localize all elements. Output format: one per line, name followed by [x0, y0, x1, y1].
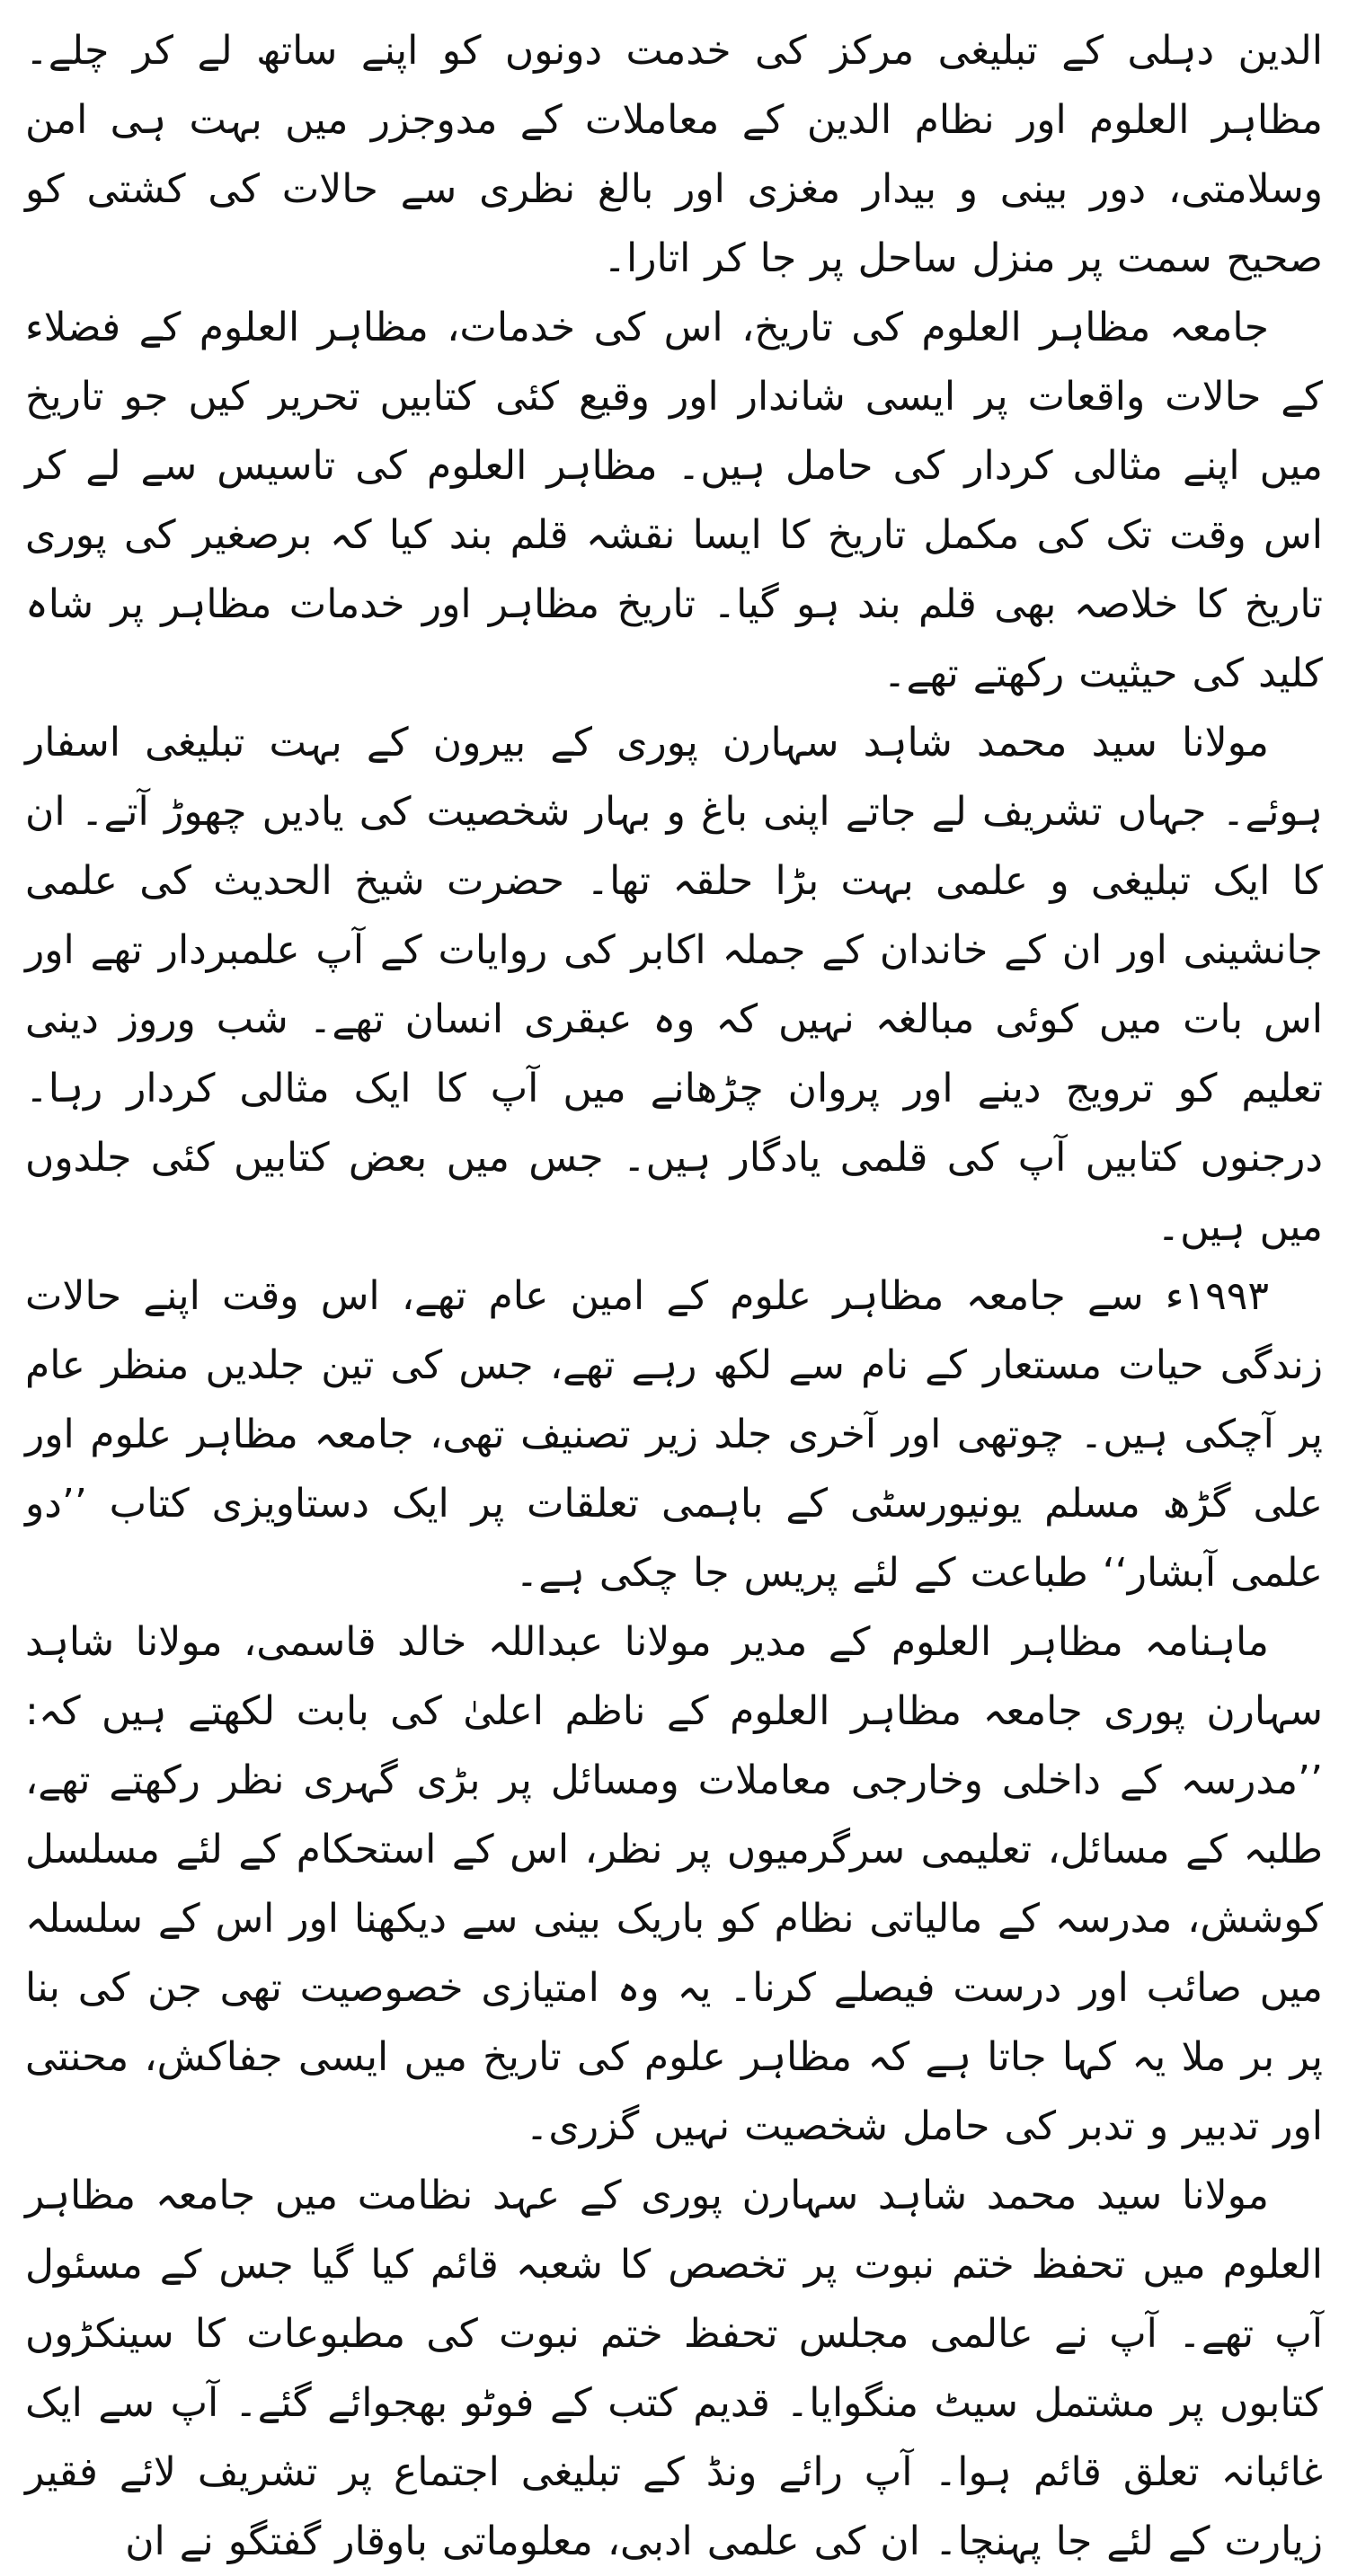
paragraph-3: مولانا سید محمد شاہد سہارن پوری کے بیرون کے بہت تبلیغی اسفار ہوئے۔ جہاں تشریف لے جاتے اپنی باغ و بہار شخصیت کی یادیں چھوڑ آتے۔ ان کا ایک تبلیغی و علمی بہت بڑا حلقہ تھا۔ حضرت شیخ الحدیث کی علمی جانشینی اور ان کے خاندان کے جملہ اکابر کی روایات کے آپ علمبردار تھے اور اس بات میں کوئی مبالغہ نہیں کہ وہ عبقری انسان تھے۔ شب وروز دینی تعلیم کو ترویج دینے اور پروان چڑھانے میں آپ کا ایک مثالی کردار رہا۔ درجنوں کتابیں آپ کی قلمی یادگار ہیں۔ جس میں بعض کتابیں کئی جلدوں میں ہیں۔ — [25, 720, 1323, 1250]
urdu-article — [25, 16, 1323, 2576]
paragraph-1: الدین دہلی کے تبلیغی مرکز کی خدمت دونوں کو اپنے ساتھ لے کر چلے۔ مظاہر العلوم اور نظام الدین کے معاملات کے مدوجزر میں بہت ہی امن وسلامتی، دور بینی و بیدار مغزی اور بالغ نظری سے حالات کی کشتی کو صحیح سمت پر منزل ساحل پر جا کر اتارا۔ — [25, 28, 1323, 281]
paragraph-6: مولانا سید محمد شاہد سہارن پوری کے عہد نظامت میں جامعہ مظاہر العلوم میں تحفظ ختم نبوت پر تخصص کا شعبہ قائم کیا گیا جس کے مسئول آپ تھے۔ آپ نے عالمی مجلس تحفظ ختم نبوت کی مطبوعات کا سینکڑوں کتابوں پر مشتمل سیٹ منگوایا۔ قدیم کتب کے فوٹو بھجوائے گئے۔ آپ سے ایک غائبانہ تعلق قائم ہوا۔ آپ رائے ونڈ کے تبلیغی اجتماع پر تشریف لائے فقیر زیارت کے لئے جا پہنچا۔ ان کی علمی ادبی، معلوماتی باوقار گفتگو نے ان — [25, 2173, 1323, 2564]
paragraph-2: جامعہ مظاہر العلوم کی تاریخ، اس کی خدمات، مظاہر العلوم کے فضلاء کے حالات واقعات پر ایسی شاندار اور وقیع کئی کتابیں تحریر کیں جو تاریخ میں اپنے مثالی کردار کی حامل ہیں۔ مظاہر العلوم کی تاسیس سے لے کر اس وقت تک کی مکمل تاریخ کا ایسا نقشہ قلم بند کیا کہ برصغیر کی پوری تاریخ کا خلاصہ بھی قلم بند ہو گیا۔ تاریخ مظاہر اور خدمات مظاہر پر شاہ کلید کی حیثیت رکھتے تھے۔ — [25, 305, 1323, 696]
paragraph-4: ۱۹۹۳ء سے جامعہ مظاہر علوم کے امین عام تھے، اس وقت اپنے حالات زندگی حیات مستعار کے نام سے لکھ رہے تھے، جس کی تین جلدیں منظر عام پر آچکی ہیں۔ چوتھی اور آخری جلد زیر تصنیف تھی، جامعہ مظاہر علوم اور علی گڑھ مسلم یونیورسٹی کے باہمی تعلقات پر ایک دستاویزی کتاب ’’دو علمی آبشار‘‘ طباعت کے لئے پریس جا چکی ہے۔ — [25, 1273, 1323, 1596]
paragraph-5: ماہنامہ مظاہر العلوم کے مدیر مولانا عبداللہ خالد قاسمی، مولانا شاہد سہارن پوری جامعہ مظاہر العلوم کے ناظم اعلیٰ کی بابت لکھتے ہیں کہ: ’’مدرسہ کے داخلی وخارجی معاملات ومسائل پر بڑی گہری نظر رکھتے تھے، طلبہ کے مسائل، تعلیمی سرگرمیوں پر نظر، اس کے استحکام کے لئے مسلسل کوشش، مدرسہ کے مالیاتی نظام کو باریک بینی سے دیکھنا اور اس کے سلسلہ میں صائب اور درست فیصلے کرنا۔ یہ وہ امتیازی خصوصیت تھی جن کی بنا پر بر ملا یہ کہا جاتا ہے کہ مظاہر علوم کی تاریخ میں ایسی جفاکش، محنتی اور تدبیر و تدبر کی حامل شخصیت نہیں گزری۔ — [25, 1619, 1323, 2149]
